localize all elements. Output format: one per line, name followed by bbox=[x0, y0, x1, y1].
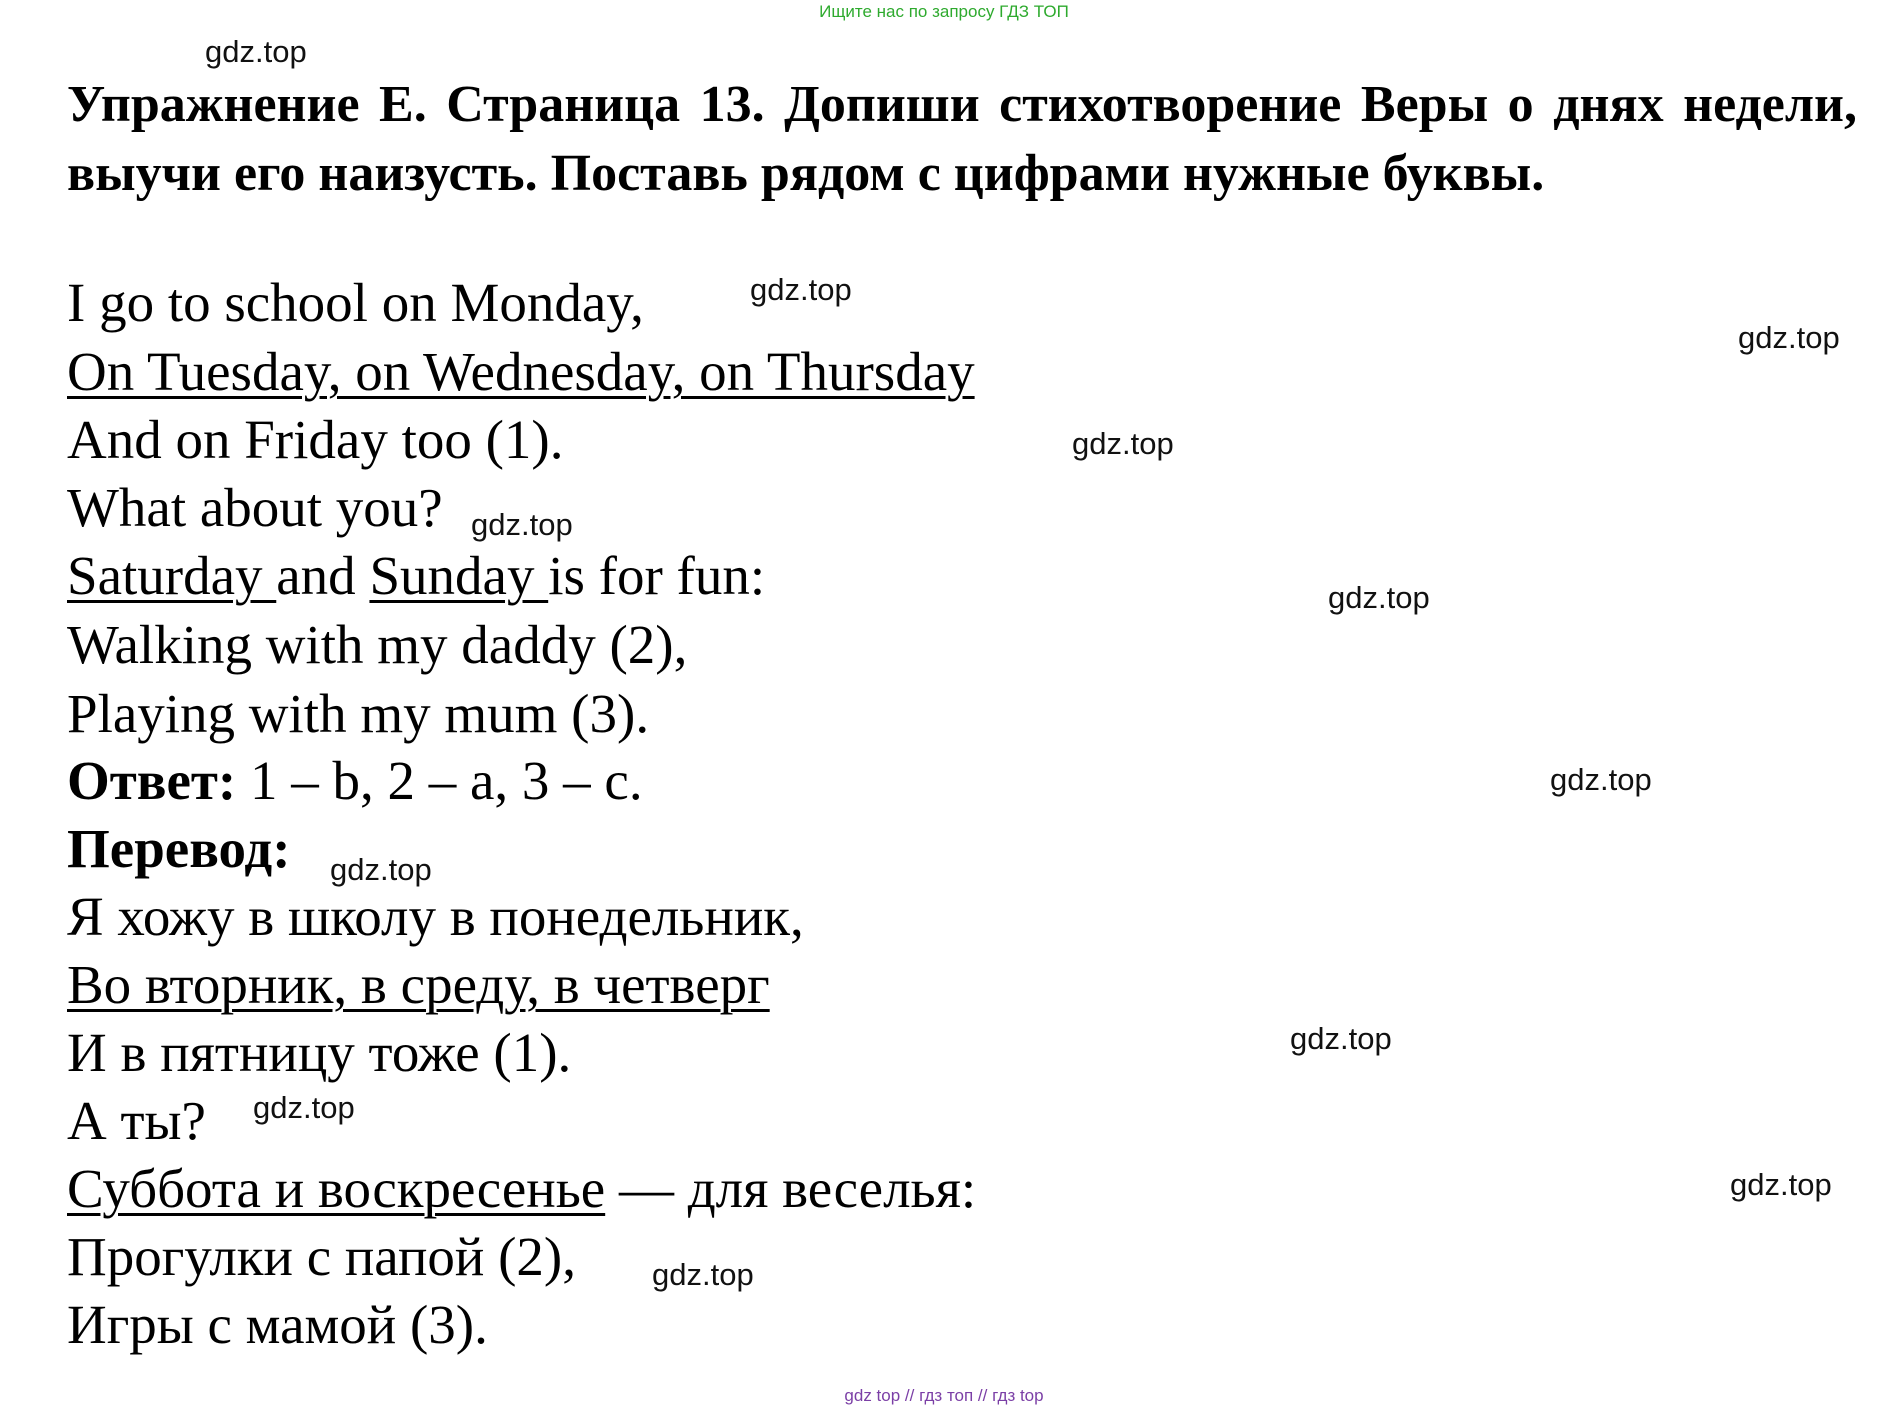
poem-line-4: What about you? bbox=[67, 477, 443, 538]
answer-text: 1 – b, 2 – a, 3 – c. bbox=[236, 750, 643, 811]
and-word: and bbox=[276, 545, 370, 606]
footer-links: gdz top // гдз топ // гдз top bbox=[844, 1386, 1044, 1405]
saturday-word: Saturday bbox=[67, 545, 277, 606]
weekend-phrase: Суббота и воскресенье bbox=[67, 1158, 606, 1219]
translation-line-3: И в пятницу тоже (1). bbox=[67, 1022, 572, 1083]
translation-line-5 bbox=[67, 1158, 977, 1219]
translation-line-7: Игры с мамой (3). bbox=[67, 1294, 488, 1355]
watermark: gdz.top bbox=[1290, 1021, 1392, 1056]
translation-line-2: Во вторник, в среду, в четверг bbox=[67, 954, 770, 1015]
watermark: gdz.top bbox=[1072, 426, 1174, 461]
translation-label: Перевод: bbox=[67, 818, 291, 879]
watermark: gdz.top bbox=[750, 272, 852, 307]
watermark: gdz.top bbox=[1730, 1167, 1832, 1202]
poem-line-3: And on Friday too (1). bbox=[67, 409, 564, 470]
translation-line-6: Прогулки с папой (2), bbox=[67, 1226, 576, 1287]
translation-line-4: А ты? bbox=[67, 1090, 206, 1151]
watermark: gdz.top bbox=[205, 34, 307, 69]
answer-line bbox=[67, 750, 643, 811]
fun-phrase-ru: — для веселья: bbox=[605, 1158, 977, 1219]
watermark: gdz.top bbox=[652, 1257, 754, 1292]
translation-line-1: Я хожу в школу в понедельник, bbox=[67, 886, 804, 947]
watermark: gdz.top bbox=[253, 1090, 355, 1125]
fun-phrase: is for fun: bbox=[548, 545, 766, 606]
poem-line-1: I go to school on Monday, bbox=[67, 272, 644, 333]
poem-line-2: On Tuesday, on Wednesday, on Thursday bbox=[67, 341, 975, 402]
answer-label: Ответ: bbox=[67, 750, 237, 811]
watermark: gdz.top bbox=[1328, 580, 1430, 615]
poem-line-5 bbox=[67, 545, 766, 606]
poem-line-7: Playing with my mum (3). bbox=[67, 683, 650, 744]
exercise-heading: Упражнение E. Страница 13. Допиши стихотворение Веры о днях недели, выучи его наизусть. Поставь рядом с цифрами нужные буквы. bbox=[67, 76, 1857, 202]
watermark: gdz.top bbox=[471, 507, 573, 542]
watermark: gdz.top bbox=[1550, 762, 1652, 797]
poem-line-6: Walking with my daddy (2), bbox=[67, 614, 688, 675]
sunday-word: Sunday bbox=[369, 545, 549, 606]
watermark: gdz.top bbox=[330, 852, 432, 887]
top-banner: Ищите нас по запросу ГДЗ ТОП bbox=[819, 2, 1069, 21]
watermark: gdz.top bbox=[1738, 320, 1840, 355]
